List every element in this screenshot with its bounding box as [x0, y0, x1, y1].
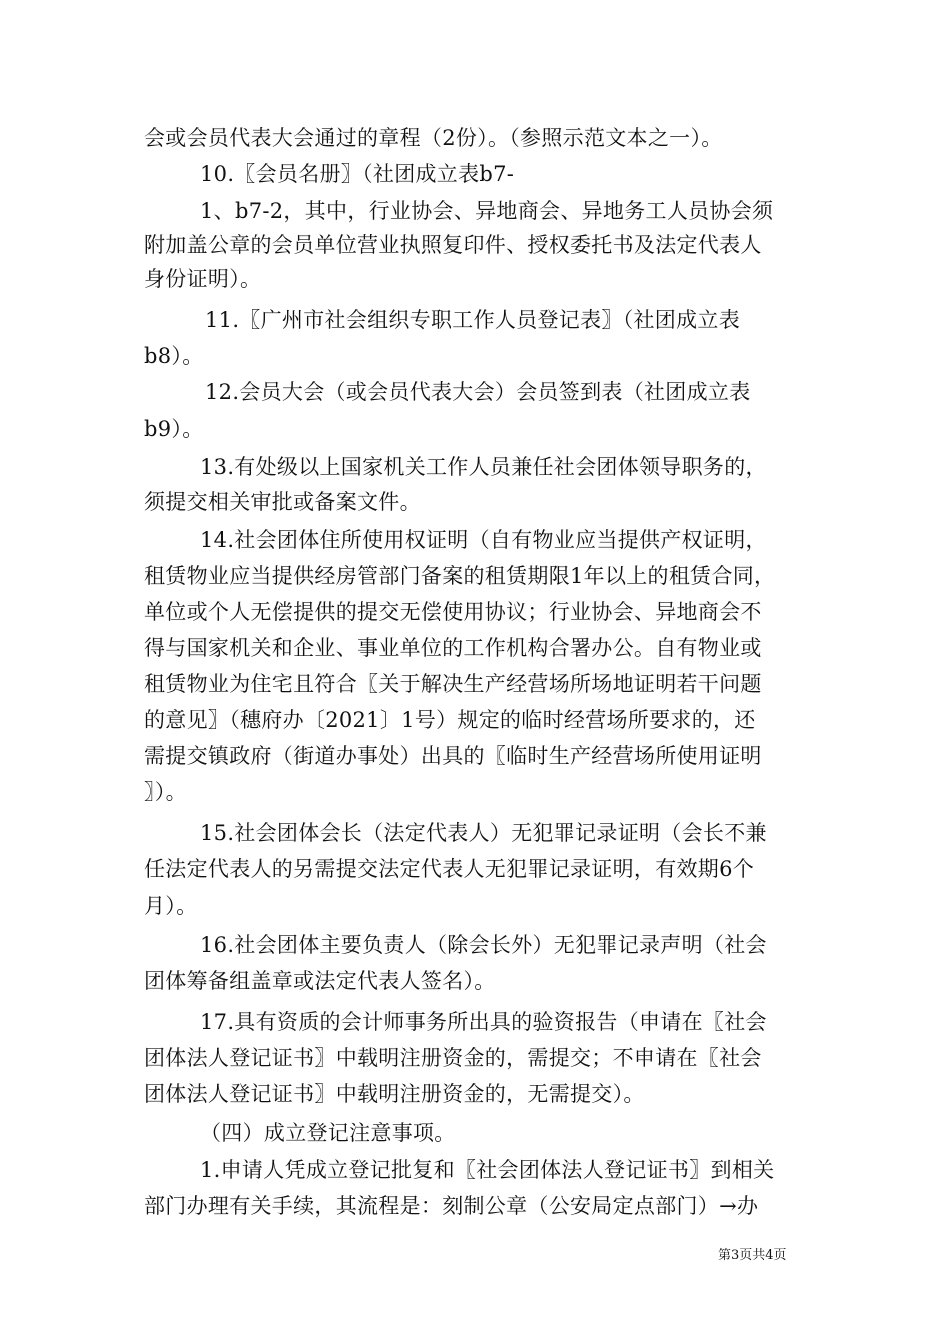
text-line: 11.〖广州市社会组织专职工作人员登记表〗（社团成立表	[205, 308, 740, 332]
text-line: 任法定代表人的另需提交法定代表人无犯罪记录证明，有效期6个	[144, 857, 755, 881]
text-line: 部门办理有关手续，其流程是：刻制公章（公安局定点部门）→办	[144, 1194, 759, 1218]
text-line: 附加盖公章的会员单位营业执照复印件、授权委托书及法定代表人	[144, 233, 762, 257]
text-line: 会或会员代表大会通过的章程（2份）。（参照示范文本之一）。	[144, 126, 723, 150]
text-line: 13.有处级以上国家机关工作人员兼任社会团体领导职务的，	[200, 455, 767, 479]
text-line: 需提交镇政府（街道办事处）出具的〖临时生产经营场所使用证明	[144, 744, 762, 768]
text-line: 15.社会团体会长（法定代表人）无犯罪记录证明（会长不兼	[200, 821, 767, 845]
text-line: 〗）。	[144, 780, 187, 804]
text-line: 月）。	[144, 894, 198, 918]
text-line: 团体法人登记证书〗中载明注册资金的，需提交；不申请在〖社会	[144, 1046, 762, 1070]
text-line: 10.〖会员名册〗（社团成立表b7-	[200, 162, 515, 186]
text-line: 单位或个人无偿提供的提交无偿使用协议；行业协会、异地商会不	[144, 600, 762, 624]
text-line: 16.社会团体主要负责人（除会长外）无犯罪记录声明（社会	[200, 933, 767, 957]
text-line: 须提交相关审批或备案文件。	[144, 490, 421, 514]
text-line: 租赁物业应当提供经房管部门备案的租赁期限1年以上的租赁合同，	[144, 564, 776, 588]
text-line: 12.会员大会（或会员代表大会）会员签到表（社团成立表	[205, 380, 751, 404]
text-line: 17.具有资质的会计师事务所出具的验资报告（申请在〖社会	[200, 1010, 767, 1034]
text-line: b8）。	[144, 344, 204, 368]
text-line: 14.社会团体住所使用权证明（自有物业应当提供产权证明，	[200, 528, 767, 552]
text-line: 团体法人登记证书〗中载明注册资金的，无需提交）。	[144, 1082, 645, 1106]
text-line: b9）。	[144, 417, 204, 441]
page-number: 第3页共4页	[718, 1248, 787, 1263]
text-line: 得与国家机关和企业、事业单位的工作机构合署办公。自有物业或	[144, 636, 762, 660]
section-heading: （四）成立登记注意事项。	[200, 1121, 456, 1145]
text-line: 1.申请人凭成立登记批复和〖社会团体法人登记证书〗到相关	[200, 1158, 775, 1182]
text-line: 团体筹备组盖章或法定代表人签名）。	[144, 969, 496, 993]
text-line: 1、b7-2，其中，行业协会、异地商会、异地务工人员协会须	[200, 199, 774, 223]
text-line: 身份证明）。	[144, 267, 262, 291]
text-line: 租赁物业为住宅且符合〖关于解决生产经营场所场地证明若干问题	[144, 672, 762, 696]
text-line: 的意见〗（穗府办〔2021〕1号）规定的临时经营场所要求的，还	[144, 708, 756, 732]
